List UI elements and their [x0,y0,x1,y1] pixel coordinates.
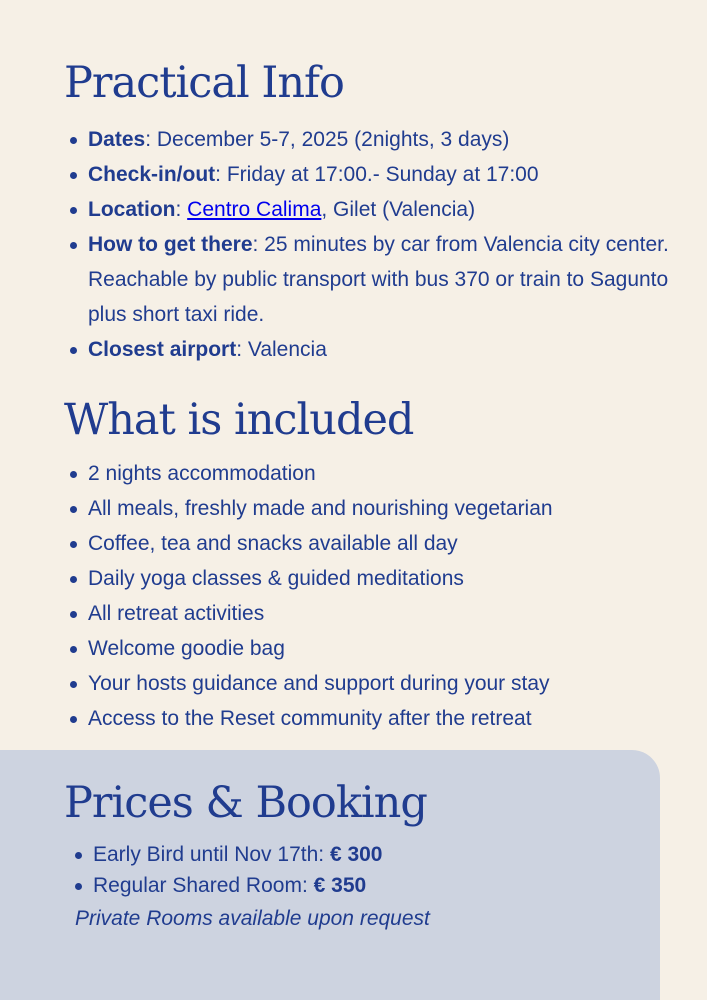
practical-info-item-check-in-out [70,157,690,192]
prices-list [75,839,635,901]
practical-info-list [70,122,690,367]
practical-info-item-transport [70,227,690,332]
practical-info-item-location [70,192,690,227]
included-item: Access to the Reset community after the retreat [70,701,690,736]
practical-info-title: Practical Info [64,58,344,108]
included-item: 2 nights accommodation [70,456,690,491]
private-rooms-note: Private Rooms available upon request [75,907,430,930]
practical-info-label: Closest airport [88,338,237,361]
practical-info-label: Dates [88,128,146,151]
practical-info-label: Location [88,198,176,221]
practical-info-text: : December 5-7, 2025 (2nights, 3 days) [145,128,510,151]
location-link[interactable]: Centro Calima [187,198,322,221]
practical-info-item-dates [70,122,690,157]
price-item-regular [75,870,635,901]
included-item: Your hosts guidance and support during your stay [70,666,690,701]
practical-info-label: How to get there [88,233,253,256]
included-item: All meals, freshly made and nourishing vegetarian [70,491,690,526]
price-label: Early Bird until Nov 17th: [93,843,330,866]
practical-info-text: : 25 minutes by car from Valencia city center. Reachable by public transport with bus 370 or train to Sagunto plus short taxi ride. [88,233,669,326]
price-value: € 350 [313,874,367,897]
practical-info-item-airport [70,332,690,367]
practical-info-text: : Friday at 17:00.- Sunday at 17:00 [215,163,539,186]
price-item-early-bird [75,839,635,870]
included-item: Welcome goodie bag [70,631,690,666]
included-item: Daily yoga classes & guided meditations [70,561,690,596]
included-title: What is included [64,395,414,445]
practical-info-text: : Valencia [236,338,327,361]
price-value: € 300 [329,843,383,866]
practical-info-text: : [175,198,188,221]
included-item: All retreat activities [70,596,690,631]
included-list [70,456,690,736]
practical-info-text: , Gilet (Valencia) [321,198,476,221]
included-item: Coffee, tea and snacks available all day [70,526,690,561]
price-label: Regular Shared Room: [93,874,314,897]
prices-title: Prices & Booking [64,778,427,828]
practical-info-label: Check-in/out [88,163,216,186]
